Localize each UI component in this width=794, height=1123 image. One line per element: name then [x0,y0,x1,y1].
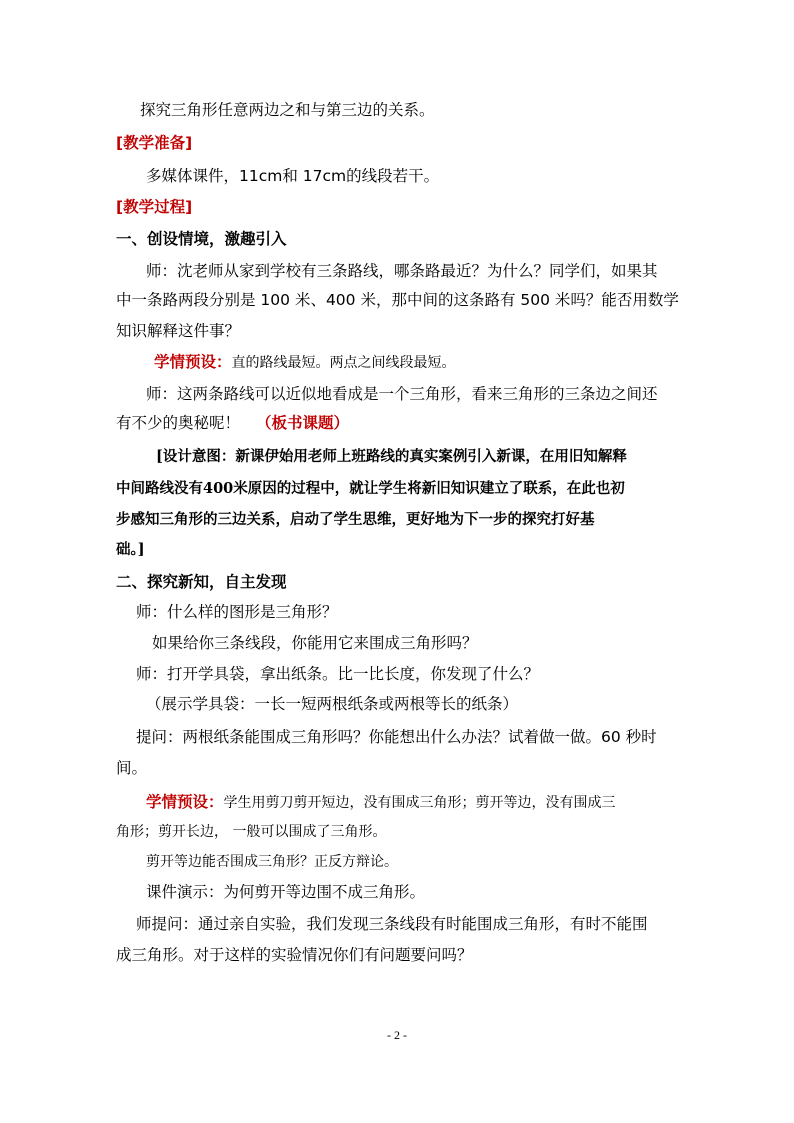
paragraph-line: 提问：两根纸条能围成三角形吗？你能想出什么办法？试着做一做。60 秒时 [136,728,657,746]
learning-prediction-text: 学生用剪刀剪开短边，没有围成三角形；剪开等边，没有围成三 [223,795,616,811]
board-title-note: （板书课题） [256,414,350,432]
learning-prediction-1 [154,352,456,373]
section-heading-1: 一、创设情境，激趣引入 [116,230,287,248]
preparation-text: 多媒体课件，11cm和 17cm的线段若干。 [146,167,440,185]
learning-prediction-label: 学情预设： [146,793,224,811]
learning-prediction-2 [146,792,616,813]
goal-line: 探究三角形任意两边之和与第三边的关系。 [140,101,435,119]
learning-prediction-label: 学情预设： [154,353,232,371]
design-intent-line: [设计意图：新课伊始用老师上班路线的真实案例引入新课，在用旧知解释 [156,448,627,465]
design-intent-line: 础。] [116,541,145,558]
paragraph-line: （展示学具袋：一长一短两根纸条或两根等长的纸条） [146,695,519,713]
design-intent-line: 中间路线没有400米原因的过程中，就让学生将新旧知识建立了联系，在此也初 [116,480,625,497]
paragraph-line [116,413,349,433]
paragraph-line: 师：这两条路线可以近似地看成是一个三角形，看来三角形的三条边之间还 [146,385,658,403]
page-number: - 2 - [387,1028,407,1042]
design-intent-line: 步感知三角形的三边关系，启动了学生思维，更好地为下一步的探究打好基 [116,511,595,528]
debate-note: 剪开等边能否围成三角形？正反方辩论。 [146,854,398,870]
paragraph-line: 师：什么样的图形是三角形？ [136,603,338,621]
heading-teaching-preparation: [教学准备] [116,134,193,152]
paragraph-line: 课件演示：为何剪开等边围不成三角形。 [146,883,426,901]
paragraph-line: 如果给你三条线段，你能用它来围成三角形吗？ [152,634,478,652]
paragraph-line: 成三角形。对于这样的实验情况你们有问题要问吗？ [116,946,473,964]
paragraph-line: 师：打开学具袋，拿出纸条。比一比长度，你发现了什么？ [136,665,540,683]
paragraph-line: 师：沈老师从家到学校有三条路线，哪条路最近？为什么？同学们，如果其 [146,262,658,280]
section-heading-2: 二、探究新知，自主发现 [116,573,287,591]
paragraph-line: 中一条路两段分别是 100 米、400 米，那中间的这条路有 500 米吗？能否用数学 [116,291,679,309]
paragraph-line: 间。 [116,759,148,777]
learning-prediction-text: 角形；剪开长边， 一般可以围成了三角形。 [116,824,387,840]
paragraph-text: 有不少的奥秘呢！ [116,414,241,432]
learning-prediction-text: 直的路线最短。两点之间线段最短。 [231,355,456,371]
paragraph-line: 知识解释这件事？ [116,322,241,340]
paragraph-line: 师提问：通过亲自实验，我们发现三条线段有时能围成三角形，有时不能围 [136,915,648,933]
heading-teaching-process: [教学过程] [116,198,193,216]
